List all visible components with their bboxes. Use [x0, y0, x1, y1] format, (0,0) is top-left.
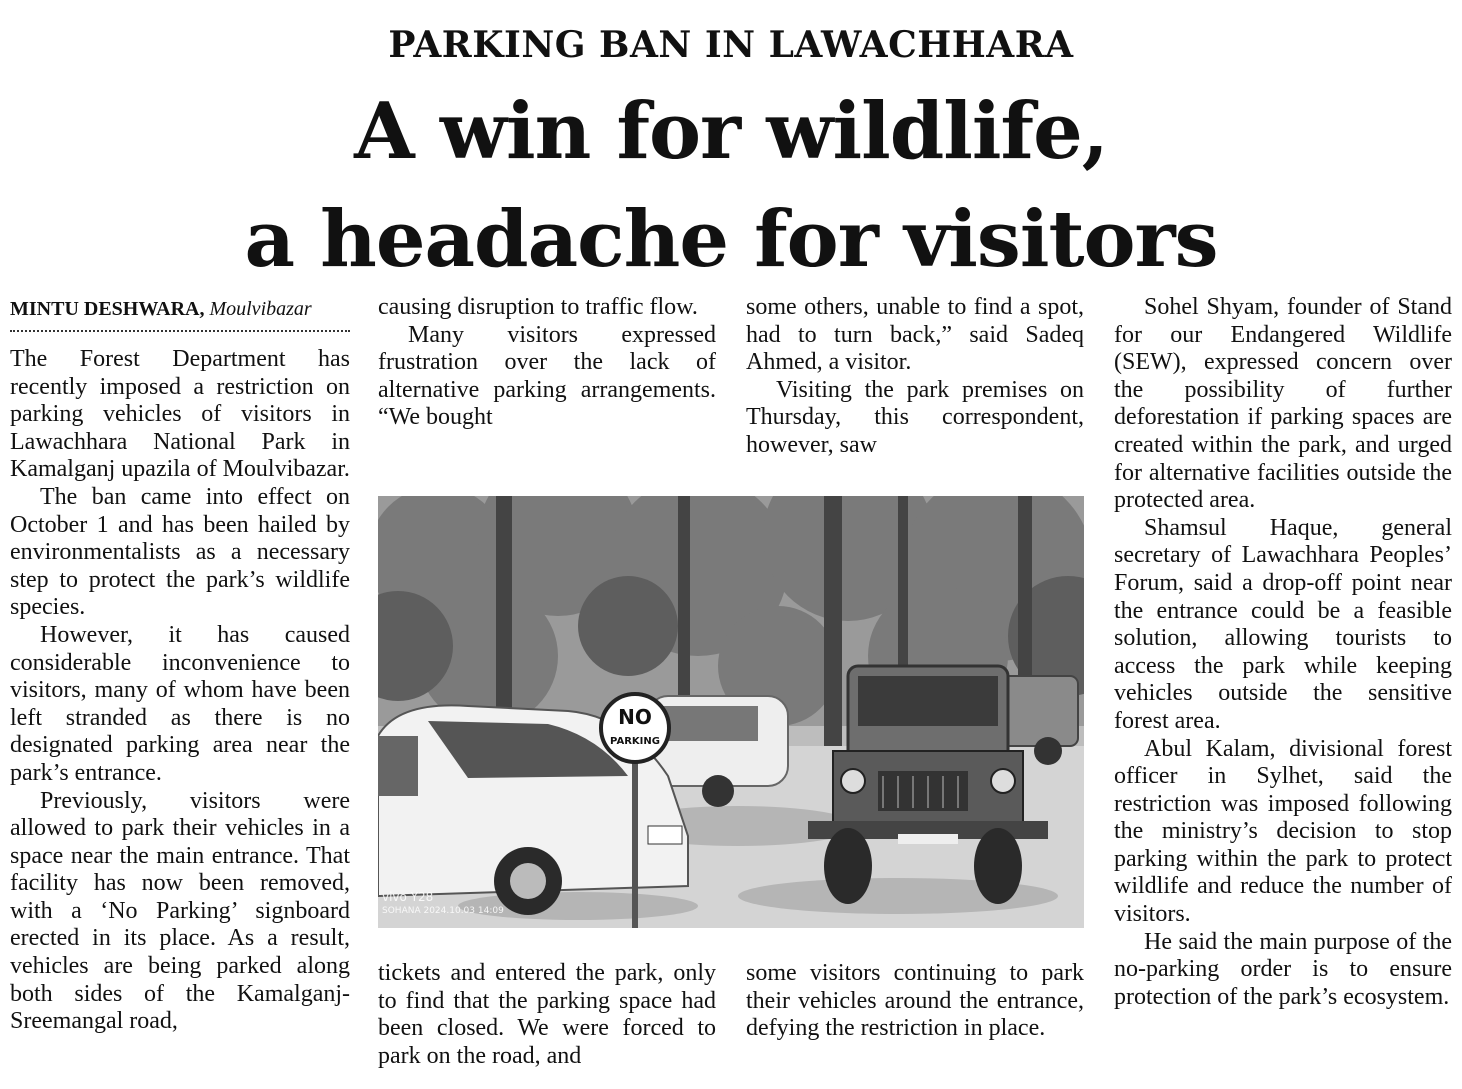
sign-text-no: NO	[618, 705, 652, 729]
photo-watermark-stamp: SOHANA 2024.10.03 14:09	[382, 906, 504, 916]
paragraph: The Forest Department has recently imposed a restriction on parking vehicles of visitors in Lawachhara National Park in Kamalganj upazila of Moulvibazar.	[10, 346, 350, 483]
article-column-4	[1114, 294, 1452, 1011]
paragraph: He said the main purpose of the no-parking order is to ensure protection of the park’s ecosystem.	[1114, 928, 1452, 1010]
paragraph: Shamsul Haque, general secretary of Lawachhara Peoples’ Forum, said a drop-off point near the entrance could be a feasible solution, allowing tourists to access the park while keeping vehicles outside the sensitive forest area.	[1114, 514, 1452, 734]
paragraph: However, it has caused considerable inconvenience to visitors, many of whom have been left stranded as there is no designated parking area near the park’s entrance.	[10, 621, 350, 786]
headline	[0, 78, 1462, 294]
photo-watermark	[382, 890, 504, 918]
byline-location: Moulvibazar	[209, 298, 312, 320]
article-column-3-top	[746, 294, 1084, 460]
article-column-2-bottom	[378, 960, 716, 1070]
paragraph: The ban came into effect on October 1 and has been hailed by environmentalists as a necessary step to protect the park’s wildlife species.	[10, 483, 350, 621]
paragraph: some visitors continuing to park their vehicles around the entrance, defying the restriction in place.	[746, 960, 1084, 1042]
photo-scene	[378, 496, 1084, 928]
article-photo	[378, 496, 1084, 928]
byline-author: MINTU DESHWARA,	[10, 298, 205, 320]
headline-line-2: a headache for visitors	[244, 194, 1218, 285]
byline	[10, 296, 350, 322]
kicker: PARKING BAN IN LAWACHHARA	[388, 24, 1074, 66]
paragraph: causing disruption to traffic flow.	[378, 294, 698, 320]
sign-text-parking: PARKING	[610, 736, 660, 747]
paragraph: Visiting the park premises on Thursday, this correspondent, however, saw	[746, 376, 1084, 458]
headline-line-1: A win for wildlife,	[354, 86, 1108, 177]
paragraph: some others, unable to find a spot, had to turn back,” said Sadeq Ahmed, a visitor.	[746, 294, 1084, 376]
article-column-1	[10, 346, 350, 1036]
paragraph: Sohel Shyam, founder of Stand for our Endangered Wildlife (SEW), expressed concern over the possibility of further deforestation if parking spaces are created within the park, and urged for alternative facilities outside the protected area.	[1114, 294, 1452, 514]
paragraph: Previously, visitors were allowed to park their vehicles in a space near the main entrance. That facility has now been removed, with a ‘No Parking’ signboard erected in its place. As a result, vehicles are being parked along both sides of the Kamalganj-Sreemangal road,	[10, 787, 350, 1035]
byline-divider	[10, 330, 350, 332]
article-column-3-bottom	[746, 960, 1084, 1043]
photo-watermark-device: vivo Y28	[382, 890, 434, 904]
paragraph: Abul Kalam, divisional forest officer in Sylhet, said the restriction was imposed following the ministry’s decision to stop parking within the park to protect wildlife and reduce the number of visitors.	[1114, 735, 1452, 928]
paragraph: tickets and entered the park, only to find that the parking space had been closed. We were forced to park on the road, and	[378, 960, 716, 1069]
paragraph: Many visitors expressed frustration over the lack of alternative parking arrangements. “We bought	[378, 321, 716, 431]
article-column-2-top	[378, 294, 716, 432]
